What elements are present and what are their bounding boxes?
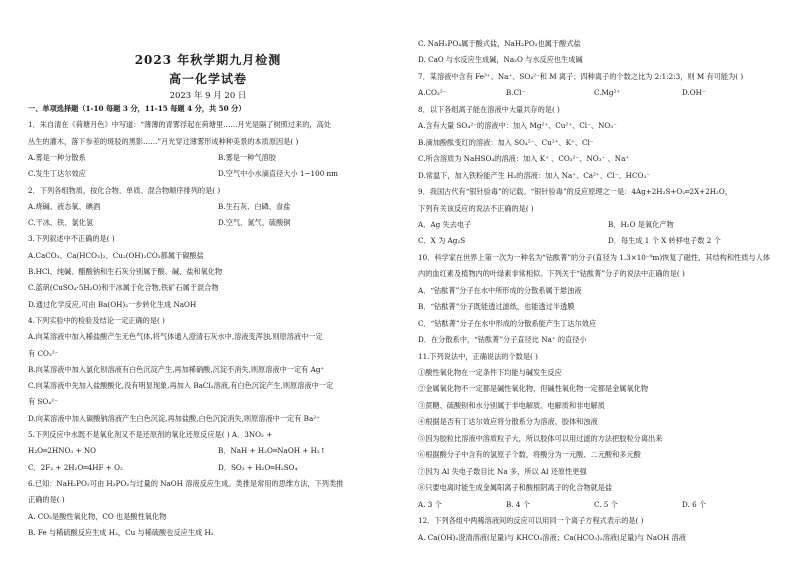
- question-text: C.向某溶液中先加入盐酸酸化,没有明显现象,再加入 BaCl₂溶液,有白色沉淀产生,则原溶液中一定: [28, 381, 334, 391]
- question-text: 7．某溶液中含有 Fe³⁺、Na⁺、SO₄²⁻和 M 离子；四种离子的个数之比为 2:1:2:3，则 M 有可能为( ): [418, 71, 744, 81]
- question-text: ②金属氧化物不一定都是碱性氧化物，但碱性氧化物一定都是金属氧化物: [418, 384, 649, 394]
- question-line: [28, 512, 400, 522]
- option-text: B.生石灰、白磷、食盐: [218, 201, 291, 211]
- question-text: B.滴加酚酞变红的溶液：加入 SO₄²⁻、Cu²⁺、K⁺、Cl⁻: [418, 137, 594, 147]
- option-text: B.雾是一种气溶胶: [218, 152, 276, 162]
- question-text: 内的血红素及植物内的叶绿素非常相似。下列关于“钴酞菁”分子的说法中正确的是( ): [418, 269, 685, 279]
- question-text: C.所含溶质为 NaHSO₄的溶液：加入 K⁺ 、CO₃²⁻、NO₃⁻ 、Na⁺: [418, 154, 630, 164]
- question-line: [418, 55, 790, 65]
- question-line: [418, 269, 790, 279]
- question-line: [28, 120, 400, 130]
- question-line: [28, 251, 400, 261]
- question-line: [28, 495, 400, 505]
- question-text: 6.已知：NaH₂PO₂可由 H₃PO₂与过量的 NaOH 溶液反应生成。类推是常用的思维方法，下列类推: [28, 478, 344, 488]
- question-text: 有 CO₃²⁻: [28, 348, 59, 358]
- exam-date: 2023 年 9 月 20 日: [169, 91, 247, 101]
- question-line: [418, 253, 790, 263]
- question-line: [28, 300, 400, 310]
- option-text: B. 4 个: [506, 499, 530, 509]
- question-line: [28, 528, 400, 538]
- question-line: [28, 463, 400, 473]
- question-text: D.常温下，加入铁粉能产生 H₂的溶液：加入 Na⁺、Ca²⁺、Cl⁻、HCO₃⁻: [418, 170, 651, 180]
- exam-title: 2023 年秋学期九月检测: [134, 53, 282, 67]
- question-line: [28, 316, 400, 326]
- option-text: H₂O═2HNO₃ + NO: [28, 446, 97, 456]
- question-line: [418, 220, 790, 230]
- option-text: C.Mg²⁺: [594, 88, 621, 98]
- question-text: A.含有大量 SO₄²⁻的溶液中：加入 Mg²⁺、Cu²⁺、Cl⁻、NO₃⁻: [418, 121, 617, 131]
- question-text: 11.下列说法中，正确说法的个数是( ): [418, 351, 538, 361]
- question-text: B.向某溶液中加入氯化钡溶液有白色沉淀产生,再加稀硝酸,沉淀不消失,则原溶液中一定有 Ag⁺: [28, 364, 325, 374]
- question-line: [28, 153, 400, 163]
- question-text: D.通过化学反应,可由 Ba(OH)₂一步转化生成 NaOH: [28, 299, 197, 309]
- question-text: 一、单项选择题（1-10 每题 3 分，11-15 每题 4 分，共 50 分）: [28, 104, 246, 113]
- question-text: 5.下列反应中水既不是氧化剂又不是还原剂的氧化还原反应是( ) A．3NO₂ +: [28, 430, 273, 439]
- option-text: C.干冰、铁、氯化氢: [28, 218, 94, 228]
- question-line: [418, 434, 790, 444]
- question-text: ③蔗糖、硫酸钡和水分别属于非电解质、电解质和非电解质: [418, 400, 605, 410]
- question-line: [418, 204, 790, 214]
- question-text: C．“钴酞菁”分子在水中形成的分散系能产生丁达尔效应: [418, 318, 597, 328]
- option-text: D.空气中小水滴直径大小 1~100 nm: [218, 169, 338, 179]
- question-text: D. CaO 与水反应生成碱，Na₂O 与水反应也生成碱: [418, 55, 583, 65]
- question-line: [28, 414, 400, 424]
- option-text: A.烧碱、液态氧、碘酒: [28, 201, 101, 211]
- question-line: [418, 319, 790, 329]
- question-line: [418, 516, 790, 526]
- question-line: [418, 335, 790, 345]
- question-line: [418, 302, 790, 312]
- question-line: [418, 500, 790, 510]
- question-text: 2．下列各组物质，按化合物、单质、混合物顺序排列的是( ): [28, 185, 221, 195]
- question-line: [28, 267, 400, 277]
- option-text: D．SO₃ + H₂O═H₂SO₄: [218, 462, 298, 472]
- question-line: [418, 533, 790, 543]
- option-text: D.空气、氮气、硫酸铜: [218, 218, 291, 228]
- question-text: 4.下列实验中的检验及结论一定正确的是( ): [28, 315, 165, 325]
- question-line: [28, 349, 400, 359]
- question-text: ④根据是否有丁达尔效应将分散系分为溶液、胶体和浊液: [418, 417, 598, 427]
- question-text: ⑥根据酸分子中含有的氢原子个数，将酸分为一元酸、二元酸和多元酸: [418, 450, 641, 460]
- question-text: ⑦因为 Al 失电子数目比 Na 多，所以 Al 还原性更强: [418, 466, 587, 476]
- question-line: [28, 202, 400, 212]
- question-line: [418, 450, 790, 460]
- question-text: 8．以下各组离子能在溶液中大量共存的是( ): [418, 104, 560, 114]
- question-line: [28, 169, 400, 179]
- option-text: C.发生丁达尔效应: [28, 169, 86, 179]
- question-line: [418, 138, 790, 148]
- option-text: D.OH⁻: [682, 88, 706, 98]
- question-text: 1．朱自清在《荷塘月色》中写道：“薄薄的青雾浮起在荷塘里……月光是隔了树照过来的，高处: [28, 120, 331, 130]
- question-text: B.HCl、纯碱、醋酸钠和生石灰分别属于酸、碱、盐和氧化物: [28, 267, 223, 276]
- exam-subtitle: 高一化学试卷: [168, 72, 247, 86]
- question-line: [418, 187, 790, 197]
- question-line: [418, 72, 790, 82]
- question-line: [28, 446, 400, 456]
- option-text: A.雾是一种分散系: [28, 152, 86, 162]
- option-text: B.Cl⁻: [506, 88, 526, 98]
- option-text: C. 5 个: [594, 499, 618, 509]
- question-text: 3.下列叙述中不正确的是( ): [28, 234, 115, 244]
- question-line: [418, 236, 790, 246]
- option-text: A.CO₃²⁻: [418, 88, 447, 98]
- option-text: B．H₂O 是氧化产物: [608, 219, 674, 229]
- question-text: 9．我国古代有“银针验毒”的记载。“银针验毒”的反应原理之一是：4Ag+2H₂S+O₂═2X+2H₂O，: [418, 187, 733, 197]
- question-line: [418, 401, 790, 411]
- question-line: [28, 104, 400, 114]
- question-line: [418, 467, 790, 477]
- question-text: A. CO₂是酸性氧化物，CO 也是酸性氧化物: [28, 511, 167, 521]
- question-text: B．“钴酞菁”分子既能透过滤纸，也能透过半透膜: [418, 302, 575, 312]
- question-line: [28, 365, 400, 375]
- question-text: C.蓝矾(CuSO₄·5H₂O)和干冰属于化合物,铁矿石属于混合物: [28, 283, 219, 293]
- question-line: [418, 483, 790, 493]
- question-text: D.向某溶液中加入碳酸钠溶液产生白色沉淀,再加盐酸,白色沉淀消失,则原溶液中一定有 Ba²⁺: [28, 413, 320, 423]
- question-line: [418, 88, 790, 98]
- question-line: [28, 381, 400, 391]
- question-line: [28, 218, 400, 228]
- question-line: [418, 105, 790, 115]
- option-text: A. 3 个: [418, 499, 442, 509]
- question-text: A．“钴酞菁”分子在水中所形成的分散系属于悬浊液: [418, 285, 582, 295]
- question-line: [418, 121, 790, 131]
- question-text: A.CaCO₃、Ca(HCO₃)₂、Cu₂(OH)₂CO₃都属于碳酸盐: [28, 250, 204, 260]
- question-text: 正确的是( ): [28, 495, 65, 505]
- question-line: [418, 384, 790, 394]
- question-line: [28, 430, 400, 440]
- question-line: [418, 171, 790, 181]
- question-line: [418, 417, 790, 427]
- question-line: [418, 368, 790, 378]
- option-text: A．Ag 失去电子: [418, 219, 472, 229]
- question-text: 10．科学家在世界上第一次为一种名为“钴酞菁”的分子(直径为 1.3×10⁻⁹m)恢复了磁性，其结构和性质与人体: [418, 252, 770, 262]
- question-line: [28, 283, 400, 293]
- question-line: [28, 479, 400, 489]
- question-line: [28, 137, 400, 147]
- question-text: 丛生的灌木，落下参差的斑驳的黑影……”月光穿过薄雾形成种种美景的本质原因是( ): [28, 136, 299, 146]
- option-text: C．2F₂ + 2H₂O═4HF + O₂: [28, 462, 123, 472]
- option-text: D．每生成 1 个 X 转移电子数 2 个: [608, 236, 721, 246]
- option-text: D. 6 个: [682, 499, 707, 509]
- question-text: D．在分散系中，“钴酞菁”分子直径比 Na⁺ 的直径小: [418, 335, 587, 345]
- question-line: [28, 397, 400, 407]
- question-text: C. NaH₂PO₄属于酸式盐，NaH₂PO₂也属于酸式盐: [418, 39, 581, 48]
- question-text: ⑤因为胶粒比溶液中溶质粒子大，所以胶体可以用过滤的方法把胶粒分离出来: [418, 433, 663, 443]
- question-text: ⑧只要电离时能生成金属阳离子和酸根阴离子的化合物就是盐: [418, 483, 613, 493]
- option-text: C．X 为 Ag₂S: [418, 236, 466, 246]
- question-text: 12．下列各组中两稀溶液间的反应可以用同一个离子方程式表示的是( ): [418, 516, 644, 526]
- question-line: [28, 234, 400, 244]
- question-text: A.向某溶液中加入稀盐酸产生无色气体,将气体通入澄清石灰水中,溶液变浑浊,则原溶液中一定: [28, 332, 323, 342]
- question-line: [28, 332, 400, 342]
- question-line: [418, 39, 790, 49]
- question-text: B. Fe 与稀硫酸反应生成 H₂，Cu 与稀硫酸也反应生成 H₂: [28, 527, 214, 537]
- question-line: [418, 154, 790, 164]
- question-line: [418, 352, 790, 362]
- question-text: ①酸性氧化物在一定条件下均能与碱发生反应: [418, 368, 562, 377]
- option-text: B．NaH + H₂O═NaOH + H₂↑: [218, 446, 326, 456]
- question-line: [28, 186, 400, 196]
- question-line: [418, 286, 790, 296]
- question-text: 有 SO₄²⁻: [28, 397, 58, 407]
- question-text: 下列有关该反应的说法不正确的是( ): [418, 203, 534, 213]
- question-text: A. Ca(OH)₂澄清溶液(足量)与 KHCO₃溶液；Ca(HCO₃)₂溶液(足量)与 NaOH 溶液: [418, 532, 686, 542]
